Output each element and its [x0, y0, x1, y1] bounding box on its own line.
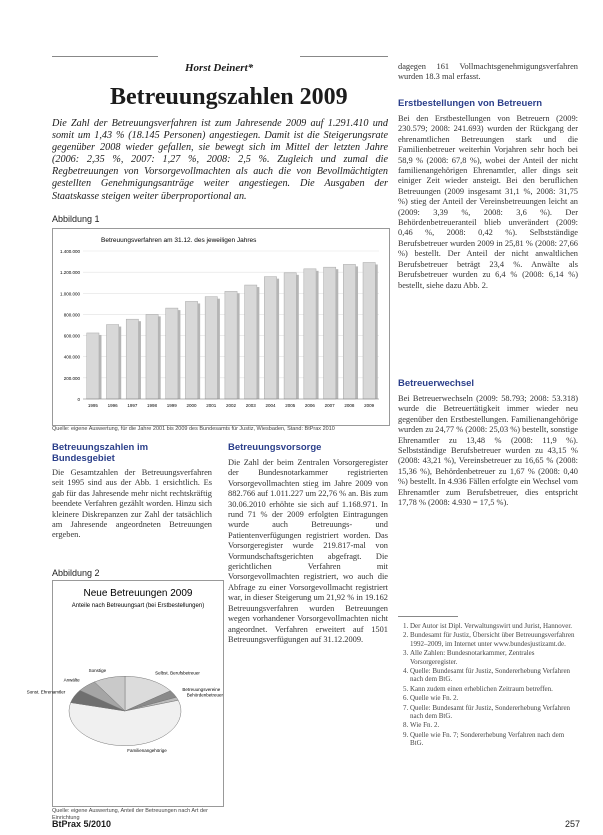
pie-chart-subtitle: Anteile nach Betreuungsart (bei Erstbestellungen) [71, 603, 205, 609]
y-tick-label: 1.400.000 [59, 249, 80, 254]
bar-shadow [217, 299, 220, 399]
bar-shadow [99, 335, 102, 399]
pie-slice-label: Familienangehörige [127, 747, 167, 753]
footnote-7: 7. Quelle: Bundesamt für Justiz, Sondererhebung Verfahren nach dem BtG. [410, 704, 578, 721]
paragraph-intro-right: dagegen 161 Vollmachtsgenehmigungsverfahren wurden 18.3 mal erfasst. [398, 62, 578, 82]
y-tick-label: 0 [77, 397, 80, 402]
pie-slice-label: Betreuungsvereine [182, 686, 221, 692]
footnote-3: 3. Alle Zahlen: Bundesnotarkammer, Zentrales Vorsorgeregister. [410, 649, 578, 666]
heading-betreuerwechsel: Betreuerwechsel [398, 378, 475, 389]
y-tick-label: 600.000 [63, 333, 80, 339]
bar [185, 301, 197, 399]
bar [363, 262, 375, 399]
figure-2-pie-chart [26, 580, 224, 807]
bar-shadow [277, 279, 280, 399]
pie-chart-title: Neue Betreuungen 2009 [83, 588, 193, 599]
bar-shadow [336, 269, 339, 399]
bar [264, 277, 276, 399]
footnote-8: 8. Wie Fn. 2. [410, 721, 578, 729]
pie-slice-label: Sonst. Ehrenamtler [26, 689, 66, 695]
x-tick-label: 2002 [225, 403, 237, 408]
footnotes [398, 622, 578, 749]
bar [106, 325, 118, 399]
x-tick-label: 2003 [245, 403, 256, 408]
footnote-6: 6. Quelle wie Fn. 2. [410, 694, 578, 702]
x-tick-label: 1999 [166, 403, 177, 408]
page-title: Betreuungszahlen 2009 [110, 84, 348, 110]
bar-chart-svg [53, 229, 389, 425]
x-tick-label: 2005 [285, 403, 296, 408]
y-tick-label: 1.200.000 [59, 270, 80, 276]
bar-shadow [119, 327, 122, 399]
bar-shadow [158, 316, 161, 399]
paragraph-betreuungsvorsorge: Die Zahl der beim Zentralen Vorsorgeregister der Bundesnotarkammer registrierten Vorsorgevollmachten stieg im Jahre 2009 von 882.766 auf 1.011.227 um 22,76 % an. Bis zum 30.06.2010 erhöhte sie sich auf 1.168.971. In rund 71 % der 2009 erfolgten Eintragungen wurde auch Betreuungs- und Patientenverfügungen registriert worden. Das Vorsorgeregister wurde 219.817-mal von Vormundschaftsgerichten abgefragt. Die gerichtlichen Verfahren mit Vorsorgevollmachten registriert, wo auch die Abfrage zu einer Vorsorgevollmacht registriert war, in dieser Steigerung um 21,92 % in 19.162 Betreuungsverfahren wurden Betreuungen wegen vorhandener Vorsorgevollmachten nicht angeordnet. Verfahren erweitert auf 1501 Betreuungsverfügungen auf 31.12.2009. [228, 458, 388, 644]
bar-shadow [296, 275, 299, 399]
x-tick-label: 2001 [206, 403, 217, 408]
pie-slice-label: Behördenbetreuer [186, 692, 224, 698]
bar-shadow [316, 271, 319, 399]
heading-betreuungszahlen: Betreuungszahlen im Bundesgebiet [52, 442, 149, 464]
journal-issue: BtPrax 5/2010 [52, 819, 112, 829]
x-tick-label: 1996 [107, 403, 118, 408]
bar [284, 273, 296, 399]
bar [324, 267, 336, 399]
pie-slice-label: Selbst. Berufsbetreuer [155, 670, 200, 676]
pie-slice-label: Anwälte [63, 677, 80, 683]
x-tick-label: 2009 [364, 403, 375, 408]
x-tick-label: 2008 [344, 403, 355, 408]
y-tick-label: 1.000.000 [59, 291, 80, 297]
heading-erstbestellungen: Erstbestellungen von Betreuern [398, 98, 543, 109]
bar-shadow [138, 321, 141, 399]
footnote-list [398, 622, 578, 748]
figure-1-label: Abbildung 1 [52, 214, 100, 224]
footnote-rule [398, 616, 458, 617]
footnote-4: 4. Quelle: Bundesamt für Justiz, Sondererhebung Verfahren nach dem BtG. [410, 667, 578, 684]
footnote-5: 5. Kann zudem einen erheblichen Zeitraum betreffen. [410, 685, 578, 693]
x-tick-label: 2000 [186, 403, 197, 408]
bar-shadow [375, 264, 378, 399]
y-tick-label: 400.000 [63, 354, 80, 360]
x-tick-label: 2006 [304, 403, 315, 408]
lead-paragraph: Die Zahl der Betreuungsverfahren ist zum Jahresende 2009 auf 1.291.410 und somit um 1,43 % (18.145 Personen) angestiegen. Damit ist die Steigerungsrate gegenüber 2008 wieder gefallen, sie bewegt sich im Mittel der letzten Jahre (2006: 2,35 %, 2007: 1,27 %, 2008: 2,5 %. Zugleich und zumal die Regbetreuungen von Vorsorgevollmachten als auch die von Bevollmächtigten gestellten Genehmigungsanträge weiter angestiegen. Die Ausgaben der Staatskasse steigen weiter überproportional an. [52, 118, 388, 202]
x-tick-label: 1995 [87, 403, 98, 408]
figure-1-bar-chart [52, 228, 390, 426]
bar [225, 291, 237, 399]
figure-1-caption: Quelle: eigene Auswertung, für die Jahre 2001 bis 2009 des Bundesamts für Justiz, Wiesbaden, Stand: BtPrax 2010 [52, 426, 335, 432]
y-tick-label: 200.000 [63, 375, 80, 381]
pie-slice-label: Sonstige [88, 667, 107, 673]
bar [87, 333, 99, 399]
footnote-1: 1. Der Autor ist Dipl. Verwaltungswirt und Jurist, Hannover. [410, 622, 578, 630]
paragraph-betreuerwechsel: Bei Betreuerwechseln (2009: 58.793; 2008: 53.318) wurde die Betreuertätigkeit immer wieder neu gegenüber den Erstbestellungen. Familienangehörige wurden zu 24,77 % (2008: 25,03 %) bestellt, sonstige Ehrenamtler zu 13,48 % (2008: 11,9 %). Selbstständige Berufsbetreuer wurden zu 43,15 % (2008: 43,21 %), Vereinsbetreuer zu 16,65 % (2008: 15,36 %), Behördenbetreuer zu 1,67 % (2008: 0,40 %) bestellt. In 4.936 Fällen erfolgte ein Wechsel vom Ehrenamtler zum Berufsbetreuer, dies entspricht 17,78 % (2008: 4.930 = 17,5 %). [398, 394, 578, 508]
top-rule-right [300, 56, 388, 57]
x-tick-label: 1997 [127, 403, 138, 408]
x-tick-label: 2007 [324, 403, 335, 408]
bar [205, 297, 217, 399]
footnote-2: 2. Bundesamt für Justiz, Übersicht über Betreuungsverfahren 1992–2009, im Internet unter www.bundesjustizamt.de. [410, 631, 578, 648]
heading-betreuungsvorsorge: Betreuungsvorsorge [228, 442, 322, 453]
bar-chart-title: Betreuungsverfahren am 31.12. des jeweiligen Jahres [101, 237, 257, 244]
bar [304, 269, 316, 399]
bar-shadow [257, 287, 260, 399]
bar-shadow [237, 293, 240, 399]
paragraph-erstbestellungen: Bei den Erstbestellungen von Betreuern (2009: 230.579; 2008: 241.693) wurden der Rückgang der ehrenamtlichen Betreuungen stark und die Familienbetreuer weiterhin Vorjahren sehr hoch bei 58,9 % (2008: 67,8 %), wobei der Anteil der nicht familienangehörigen Ehrenamtler, aller dings seit einiger Zeit wieder ansteigt. Bei den beruflichen Betreuungen (2009 insgesamt 31,1 %, 2008: 31,75 %) stieg der Anteil der Vereinsbetreuungen leicht an (2009: 3,39 %, 2008: 3,6 %). Der Behördenbetreueranteil blieb unverändert (2009: 0,46 %, 2008: 0,42 %). Selbstständige Berufsbetreuer wurden 2009 in 25,81 % (2008: 27,66 %) bestellt. Der Anteil der nicht anwaltlichen Berufsbetreuer beträgt 23,4 %. Anwälte als Berufsbetreuer wurden zu 6,4 % (2008: 6,14 %) bestellt, siehe dazu Abb. 2. [398, 114, 578, 290]
page-number: 257 [565, 819, 581, 829]
figure-2-caption: Quelle: eigene Auswertung, Anteil der Betreuungen nach Art der Einrichtung [52, 808, 208, 821]
author: Horst Deinert* [185, 62, 254, 74]
footnote-9: 9. Quelle wie Fn. 7; Sondererhebung Verfahren nach dem BtG. [410, 731, 578, 748]
y-tick-label: 800.000 [63, 312, 80, 318]
bar [166, 308, 178, 399]
pie-chart-svg [26, 581, 224, 806]
x-tick-label: 1998 [147, 403, 158, 408]
bar [343, 264, 355, 399]
bar-shadow [356, 266, 359, 399]
bar [146, 314, 158, 399]
figure-2-label: Abbildung 2 [52, 568, 100, 578]
top-rule-left [52, 56, 158, 57]
bar [126, 319, 138, 399]
bar [245, 285, 257, 399]
paragraph-betreuungszahlen: Die Gesamtzahlen der Betreuungsverfahren seit 1995 sind aus der Abb. 1 ersichtlich. Es gab für das Jahresende mehr nicht rechtskräftig beendete Verfahren gezählt worden. Hinzu sich kleinere Diskrepanzen zur Zahl der tatsächlich am Jahresende angeordneten Betreuungen ergeben. [52, 468, 212, 540]
x-tick-label: 2004 [265, 403, 276, 408]
bar-shadow [178, 310, 181, 399]
bar-shadow [198, 303, 201, 399]
